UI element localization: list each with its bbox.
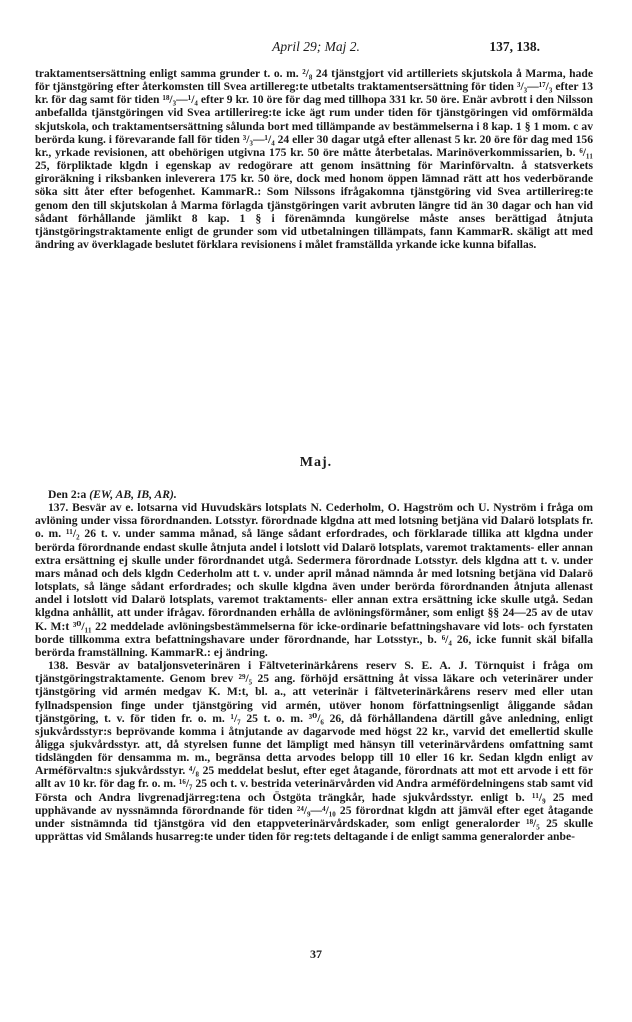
- continued-text-block: [35, 67, 593, 251]
- section-137: 137. Besvär av e. lotsarna vid Huvudskärs lotsplats N. Cederholm, O. Hagström och U. Nyström i fråga om avlöning under vissa förordnanden. Lotsstyr. förordnade klgdna att med lotsning betjäna vid Dalarö lotsplats fr. o. m. ¹¹/₂ 26 t. v. under samma månad, så länge sådant erfordrades, och förklarade tillika att klgdna under berörda förordnande endast skulle åtnjuta andel i lotslott vid Dalarö lotsplats, varemot traktaments- eller annan extra ersättning ej skulle under förordnandet utgå. Sedermera förordnade Lotsstyr. dels klgdna att t. v. under mars månad och dels klgdn Cederholm att t. v. under april månad nämnda år med lotsning betjäna vid Dalarö lotsplats, så länge sådant erfordrades; och skulle klgdna även under berörda förordnanden åtnjuta allenast andel i lotslott vid Dalarö lotsplats, varemot traktaments- eller annan extra ersättning icke skulle utgå. Sedan klgdna anhållit, att under ifrågav. förordnanden erhålla de avlöningsförmåner, som enligt §§ 24—25 av de utav K. M:t ³⁰/₁₁ 22 meddelade avlöningsbestämmelserna för icke-ordinarie befattningshavare vid lots- och fyrstaten borde tillkomma extra befattningshavare under förordnande, har Lotsstyr., b. ⁶/₄ 26, icke funnit skäl bifalla berörda framställning. KammarR.: ej ändring.: [35, 501, 593, 659]
- month-heading: Maj.: [299, 455, 333, 470]
- page-number: 37: [310, 947, 322, 961]
- running-title: April 29; Maj 2.: [272, 39, 360, 54]
- date-heading-judges: (EW, AB, IB, AR).: [89, 488, 177, 501]
- section-numbers: 137, 138.: [489, 39, 540, 54]
- date-heading-day: Den 2:a: [48, 488, 87, 501]
- date-heading: [35, 488, 593, 501]
- section-138: 138. Besvär av bataljonsveterinären i Fältveterinärkårens reserv S. E. A. J. Törnquist i fråga om tjänstgöringstraktamente. Genom brev ²⁹/₅ 25 ang. förhöjd ersättning åt vissa läkare och veterinärer under tjänstgöring vid armén medgav K. M:t, bl. a., att veterinär i fältveterinärkårens reserv med eller utan fyllnadspension finge under tjänstgöring vid armén, utöver honom författningsenligt åliggande sådan tjänstgöring, t. v. för tiden fr. o. m. ¹/₇ 25 t. o. m. ³⁰/₆ 26, då förhållandena därtill gåve anledning, enligt sjukvårdsstyr:s beprövande komma i åtnjutande av dagarvode med högst 22 kr., varvid det emellertid skulle åligga sjukvårdsstyr. att, då styrelsen funne det lämpligt med hänsyn till veterinärvårdens omfattning samt tidslängden för densamma m. m., begränsa detta arvodes belopp till 10 eller 16 kr. Sedan klgdn enligt av Arméförvaltn:s sjukvårdsstyr. ⁴/₈ 25 meddelat beslut, efter eget åtagande, förordnats att mot ett arvode i ett för allt av 10 kr. för dag fr. o. m. ¹⁶/₇ 25 och t. v. bestrida veterinärvården vid Andra arméfördelningens stab samt vid Första och Andra livgrenadjärreg:tena och Östgöta trängkår, hade sjukvårdsstyr. enligt b. ¹¹/₉ 25 med upphävande av nyssnämnda förordnande för tiden ²⁴/₉—⁴/₁₀ 25 förordnat klgdn att jämväl efter eget åtagande under sistnämnda tid tjänstgöra vid den etappveterinärvårdskader, som enligt generalorder ¹⁸/₅ 25 skulle upprättas vid Smålands husarreg:te under tiden för reg:tets deltagande i de enligt samma generalorder anbe-: [35, 659, 593, 844]
- entries-block: [35, 488, 593, 843]
- running-header: [0, 40, 632, 58]
- continued-paragraph: traktamentsersättning enligt samma grunder t. o. m. ²/₈ 24 tjänstgjort vid artilleriets skjutskola å Marma, hade för tjänstgöring efter återkomsten till Svea artillereg:te utbetalts traktamentsersättning för tiden ³/₃—¹⁷/₃ efter 13 kr. för dag samt för tiden ¹⁸/₃—¹/₄ efter 9 kr. 10 öre för dag med tillhopa 331 kr. 50 öre. Enär avbrott i den Nilsson anbefallda tjänstgöringen vid Svea artillerireg:te icke ägt rum under tiden för tjänstgöringen vid omförmälda skjutskola, och traktamentsersättning sålunda bort med tillämpande av bestämmelserna i 8 kap. 1 § 1 mom. c av berörda kung. i förevarande fall för tiden ³/₃—¹/₄ 24 eller 30 dagar utgå efter allenast 5 kr. 20 öre för dag med 156 kr., yrkade revisionen, att obehörigen utgivna 175 kr. 50 öre måtte återbetalas. Marinöverkommissarien, b. ⁶/₁₁ 25, förpliktade klgdn i egenskap av redogörare att genom insättning för Marinförvaltn. å statsverkets giroräkning i riksbanken inleverera 175 kr. 50 öre, dock med honom öppen lämnad rätt att hos vederbörande söka sitt åter efter befogenhet. KammarR.: Som Nilssons ifrågakomna tjänstgöring vid Svea artillerireg:te genom den till skjutskolan å Marma förlagda tjänstgöringen varit avbruten längre tid än 30 dagar och han vid sådant förhållande jämlikt 8 kap. 1 § i förenämnda kungörelse måste anses berättigad åtnjuta tjänstgöringstraktamente enligt de grunder som vid utbetalningen tillämpats, fann KammarR. skäligt att med ändring av överklagade beslutet förklara revisionens i målet framställda yrkande icke kunna bifallas.: [35, 67, 593, 252]
